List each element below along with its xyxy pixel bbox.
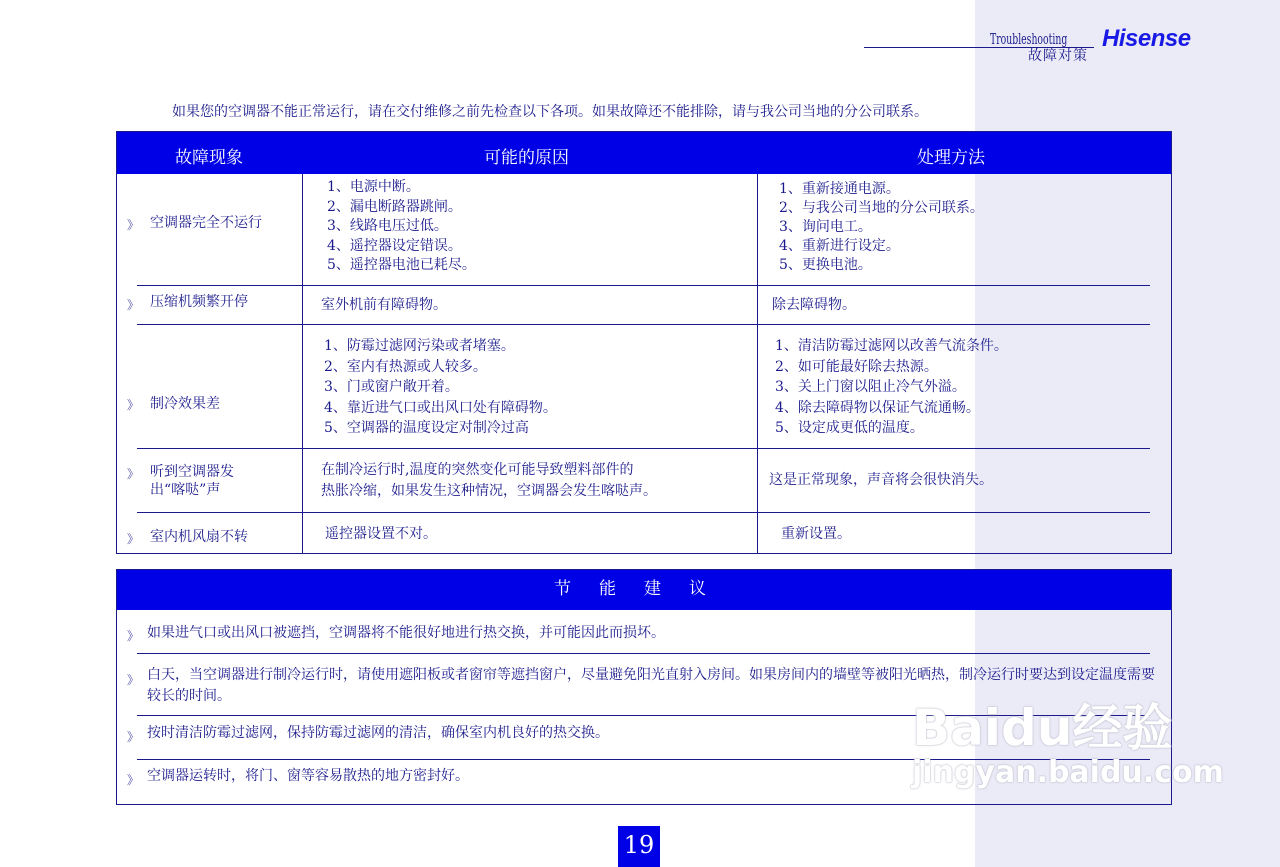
bullet-icon: 》: [127, 629, 137, 643]
bullet-icon: 》: [127, 773, 137, 787]
troubleshooting-table: [116, 131, 1172, 554]
intro-text: 如果您的空调器不能正常运行，请在交付维修之前先检查以下各项。如果故障还不能排除，请与我公司当地的分公司联系。: [172, 104, 928, 120]
list-item: 5、空调器的温度设定对制冷过高: [324, 420, 529, 436]
energy-saving-title: 节能建议: [117, 570, 1171, 610]
list-item: 1、防霉过滤网污染或者堵塞。: [324, 338, 515, 354]
solution-text: 这是正常现象，声音将会很快消失。: [769, 472, 993, 488]
tip-text: 如果进气口或出风口被遮挡，空调器将不能很好地进行热交换，并可能因此而损坏。: [147, 625, 665, 641]
bullet-icon: 》: [127, 730, 137, 744]
symptom-text: 制冷效果差: [150, 396, 220, 412]
column-divider: [757, 174, 758, 553]
column-header-cause: 可能的原因: [484, 148, 569, 168]
brand-logo: Hisense: [1102, 25, 1191, 52]
bullet-icon: 》: [127, 398, 137, 412]
solution-list: [775, 336, 1008, 439]
watermark-url: jingyan.baidu.com: [912, 755, 1224, 790]
bullet-icon: 》: [127, 532, 137, 546]
list-item: 2、室内有热源或人较多。: [324, 358, 487, 375]
list-item: 4、除去障碍物以保证气流通畅。: [775, 399, 980, 416]
list-item: 2、与我公司当地的分公司联系。: [779, 200, 984, 216]
row-divider: [137, 512, 1150, 513]
symptom-text: 压缩机频繁开停: [150, 294, 248, 310]
bullet-icon: 》: [127, 298, 137, 312]
tip-text: 白天，当空调器进行制冷运行时，请使用遮阳板或者窗帘等遮挡窗户，尽量避免阳光直射入房间。如果房间内的墙壁等被阳光晒热，制冷运行时要达到设定温度需要较长的时间。: [147, 667, 1155, 704]
cause-text-line1: 在制冷运行时,温度的突然变化可能导致塑料部件的: [321, 462, 634, 478]
list-item: 2、如可能最好除去热源。: [775, 358, 938, 375]
watermark-logo-text: Baidu经验: [912, 699, 1173, 757]
list-item: 1、重新接通电源。: [779, 181, 900, 197]
table-header: [117, 132, 1171, 174]
list-item: 3、询问电工。: [779, 219, 872, 235]
symptom-text-line1: 听到空调器发: [150, 464, 234, 480]
cause-text: 遥控器设置不对。: [325, 526, 437, 542]
list-item: 5、设定成更低的温度。: [775, 420, 924, 436]
list-item: 4、靠近进气口或出风口处有障碍物。: [324, 399, 557, 416]
list-item: 5、更换电池。: [779, 257, 872, 273]
row-divider: [137, 285, 1150, 286]
cause-text-line2: 热胀冷缩，如果发生这种情况，空调器会发生喀哒声。: [321, 483, 657, 499]
cause-list: [327, 178, 476, 276]
cause-text: 室外机前有障碍物。: [321, 297, 447, 313]
list-item: 3、关上门窗以阻止冷气外溢。: [775, 379, 966, 395]
list-item: 4、重新进行设定。: [779, 238, 900, 254]
tip-text: 按时清洁防霉过滤网，保持防霉过滤网的清洁，确保室内机良好的热交换。: [147, 725, 609, 741]
row-divider: [137, 324, 1150, 325]
list-item: 3、线路电压过低。: [327, 218, 448, 234]
tip-divider: [137, 653, 1150, 654]
row-divider: [137, 448, 1150, 449]
symptom-text: 空调器完全不运行: [150, 215, 262, 231]
column-header-solution: 处理方法: [917, 148, 985, 168]
bullet-icon: 》: [127, 218, 137, 232]
list-item: 5、遥控器电池已耗尽。: [327, 257, 476, 273]
tip-text: 空调器运转时，将门、窗等容易散热的地方密封好。: [147, 768, 469, 784]
page-number: 19: [618, 826, 660, 867]
symptom-text-line2: 出“喀哒”声: [150, 482, 221, 498]
symptom-text: 室内机风扇不转: [150, 529, 248, 545]
cause-list: [324, 336, 557, 439]
bullet-icon: 》: [127, 467, 137, 481]
solution-list: [779, 180, 984, 275]
baidu-watermark: [912, 700, 1224, 790]
list-item: 1、清洁防霉过滤网以改善气流条件。: [775, 338, 1008, 354]
section-title-zh: 故障对策: [1028, 48, 1088, 64]
solution-text: 重新设置。: [781, 526, 851, 542]
column-divider: [302, 174, 303, 553]
list-item: 2、漏电断路器跳闸。: [327, 198, 462, 215]
section-title-en: Troubleshooting: [990, 30, 1068, 48]
list-item: 4、遥控器设定错误。: [327, 237, 462, 254]
bullet-icon: 》: [127, 673, 137, 687]
list-item: 3、门或窗户敞开着。: [324, 379, 459, 395]
solution-text: 除去障碍物。: [772, 297, 856, 313]
list-item: 1、电源中断。: [327, 179, 420, 195]
column-header-symptom: 故障现象: [175, 148, 243, 168]
